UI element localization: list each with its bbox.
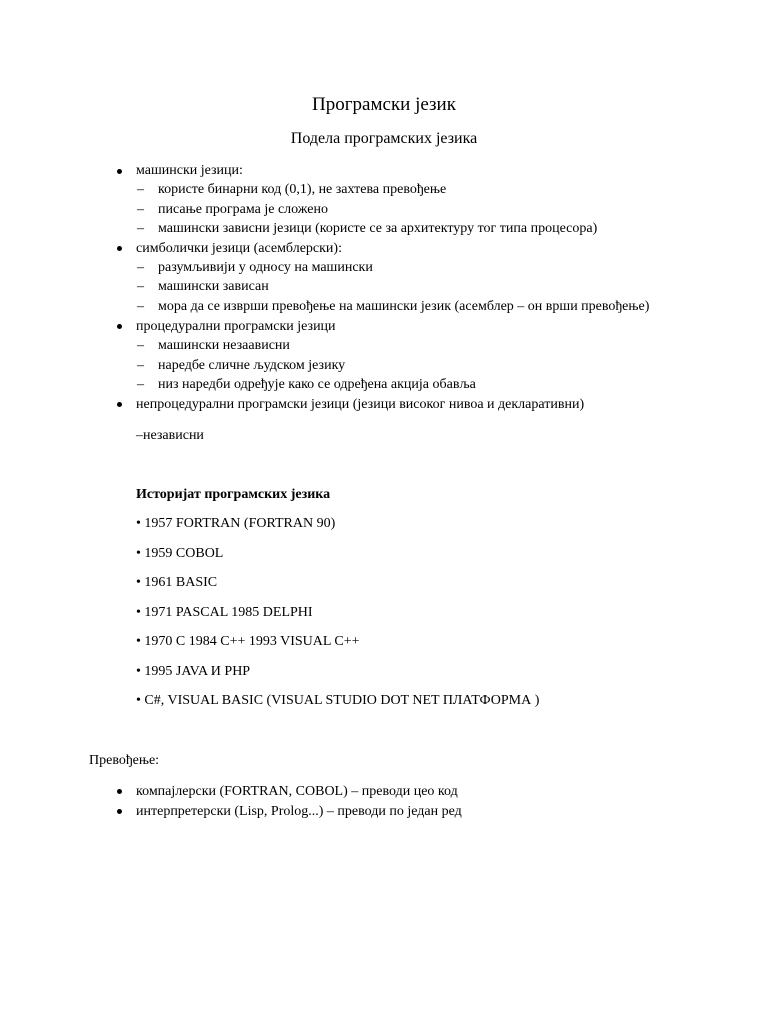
document-title: Програмски језик xyxy=(312,94,456,115)
history-item: • 1971 PASCAL 1985 DELPHI xyxy=(136,605,313,620)
sub-list-item: машински зависни језици (користе се за архитектуру тог типа процесора) xyxy=(158,221,598,236)
dash-icon: – xyxy=(137,299,144,314)
history-item: • C#, VISUAL BASIC (VISUAL STUDIO DOT NET ПЛАТФОРМА ) xyxy=(136,693,540,708)
dash-icon: – xyxy=(137,377,144,392)
note-text: –независни xyxy=(136,428,204,443)
sub-list-item: машински зависан xyxy=(158,279,269,294)
history-item: • 1959 COBOL xyxy=(136,546,224,561)
bullet-icon xyxy=(117,169,122,174)
dash-icon: – xyxy=(137,202,144,217)
list-item: процедурални програмски језици xyxy=(136,319,336,334)
dash-icon: – xyxy=(137,260,144,275)
sub-list-item: писање програма је сложено xyxy=(158,202,328,217)
history-heading: Историјат програмских језика xyxy=(136,487,331,502)
translation-heading: Превођење: xyxy=(89,753,160,768)
list-item: компајлерски (FORTRAN, COBOL) – преводи цео код xyxy=(136,784,458,799)
sub-list-item: користе бинарни код (0,1), не захтева превођење xyxy=(158,182,447,197)
history-item: • 1970 C 1984 C++ 1993 VISUAL C++ xyxy=(136,634,360,649)
bullet-icon xyxy=(117,246,122,251)
dash-icon: – xyxy=(137,221,144,236)
history-item: • 1961 BASIC xyxy=(136,575,218,590)
dash-icon: – xyxy=(137,358,144,373)
dash-icon: – xyxy=(137,182,144,197)
sub-list-item: разумљивији у односу на машински xyxy=(158,260,373,275)
sub-list-item: мора да се изврши превођење на машински језик (асемблер – он врши превођење) xyxy=(158,299,650,314)
bullet-icon xyxy=(117,809,122,814)
dash-icon: – xyxy=(137,338,144,353)
list-item: интерпретерски (Lisp, Prolog...) – преводи по један ред xyxy=(136,804,462,819)
sub-list-item: наредбе сличне људском језику xyxy=(158,358,346,373)
list-item: машински језици: xyxy=(136,163,243,178)
history-item: • 1995 JAVA И PHP xyxy=(136,664,251,679)
sub-list-item: низ наредби одређује како се одређена акција обавља xyxy=(158,377,476,392)
bullet-icon xyxy=(117,324,122,329)
bullet-icon xyxy=(117,789,122,794)
list-item: симболички језици (асемблерски): xyxy=(136,241,342,256)
history-item: • 1957 FORTRAN (FORTRAN 90) xyxy=(136,516,336,531)
bullet-icon xyxy=(117,402,122,407)
document-subtitle: Подела програмских језика xyxy=(290,130,478,147)
list-item: непроцедурални програмски језици (језици високог нивоа и декларативни) xyxy=(136,397,585,412)
dash-icon: – xyxy=(137,279,144,294)
sub-list-item: машински незаависни xyxy=(158,338,290,353)
